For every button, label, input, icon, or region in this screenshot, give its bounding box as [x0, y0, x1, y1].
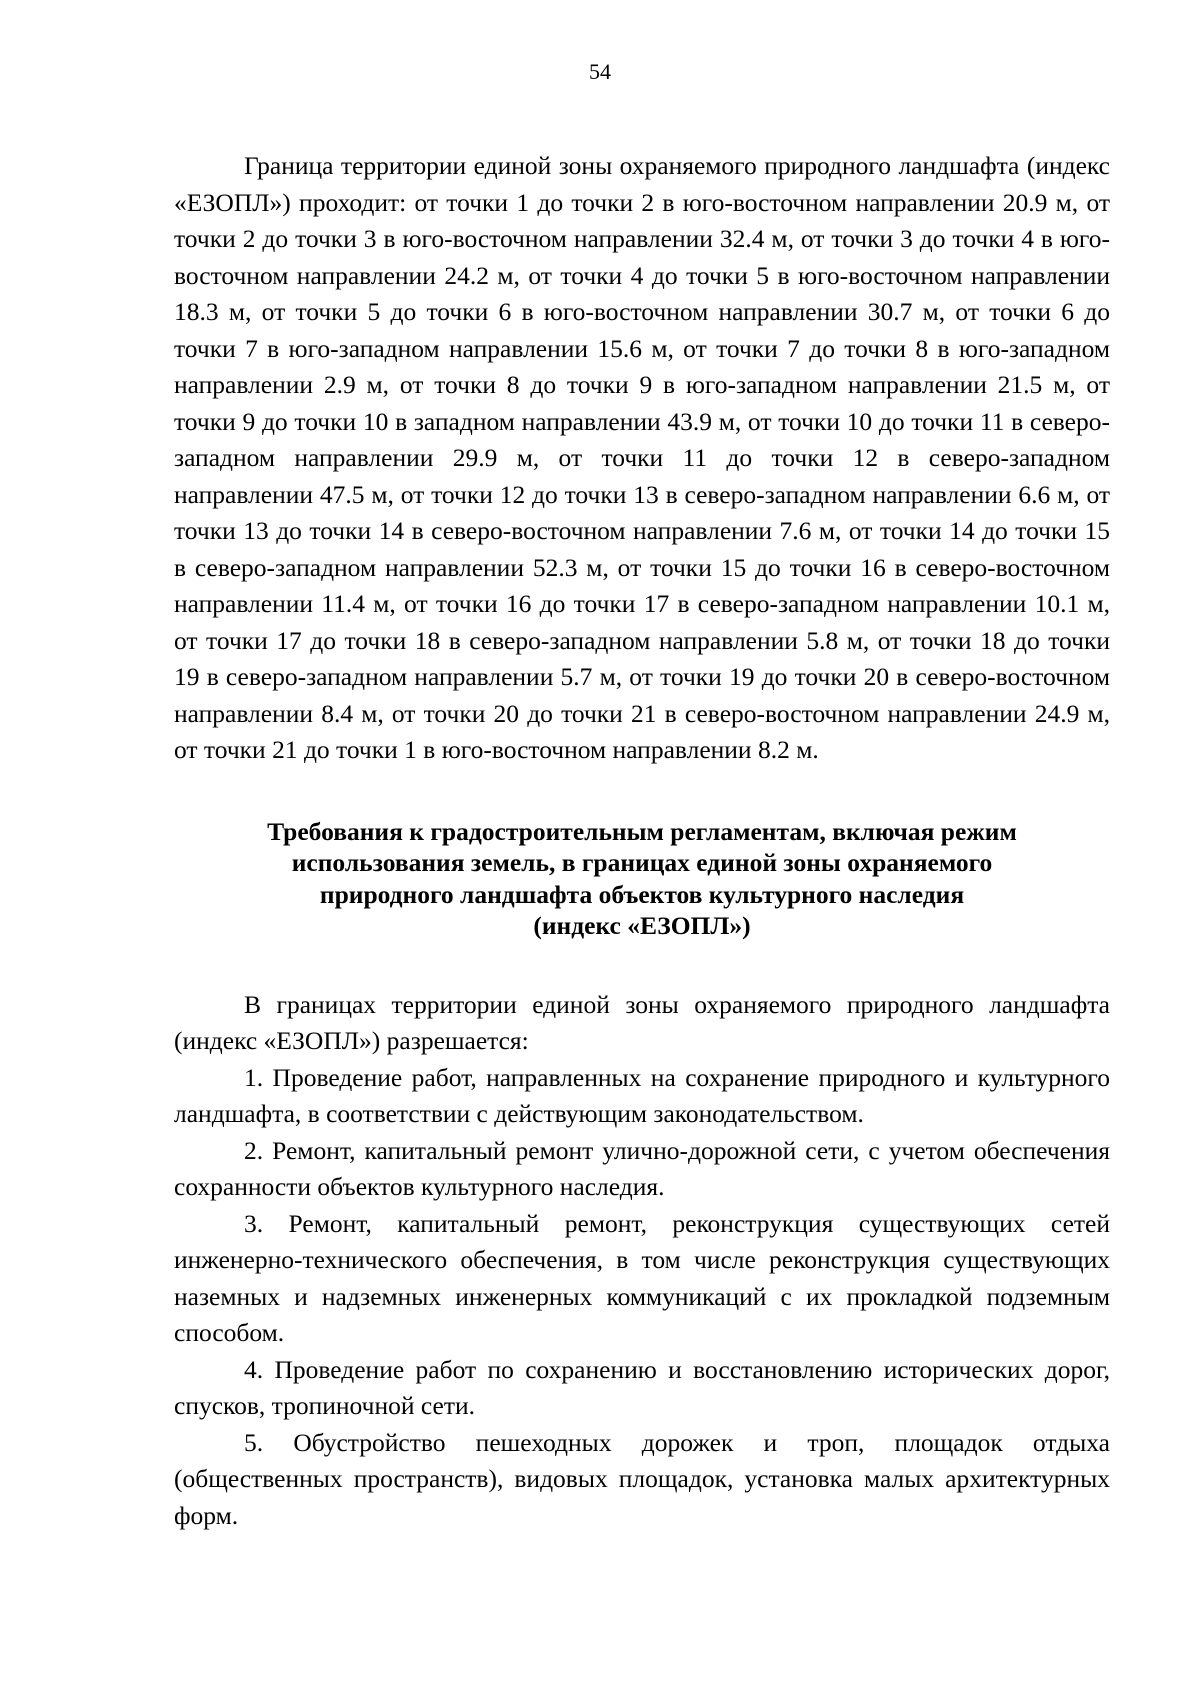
- list-item: 2. Ремонт, капитальный ремонт улично-дорожной сети, с учетом обеспечения сохранности объектов культурного наследия.: [174, 1135, 1110, 1201]
- page-content: [174, 148, 1110, 1534]
- list-item: 3. Ремонт, капитальный ремонт, реконструкция существующих сетей инженерно-технического обеспечения, в том числе реконструкция существующих наземных и надземных инженерных коммуникаций с их прокладкой подземным способом.: [174, 1208, 1110, 1347]
- boundary-paragraph: Граница территории единой зоны охраняемого природного ландшафта (индекс «ЕЗОПЛ») проходит: от точки 1 до точки 2 в юго-восточном направлении 20.9 м, от точки 2 до точки 3 в юго-восточном направлении 32.4 м, от точки 3 до точки 4 в юго-восточном направлении 24.2 м, от точки 4 до точки 5 в юго-восточном направлении 18.3 м, от точки 5 до точки 6 в юго-восточном направлении 30.7 м, от точки 6 до точки 7 в юго-западном направлении 15.6 м, от точки 7 до точки 8 в юго-западном направлении 2.9 м, от точки 8 до точки 9 в юго-западном направлении 21.5 м, от точки 9 до точки 10 в западном направлении 43.9 м, от точки 10 до точки 11 в северо-западном направлении 29.9 м, от точки 11 до точки 12 в северо-западном направлении 47.5 м, от точки 12 до точки 13 в северо-западном направлении 6.6 м, от точки 13 до точки 14 в северо-восточном направлении 7.6 м, от точки 14 до точки 15 в северо-западном направлении 52.3 м, от точки 15 до точки 16 в северо-восточном направлении 11.4 м, от точки 16 до точки 17 в северо-западном направлении 10.1 м, от точки 17 до точки 18 в северо-западном направлении 5.8 м, от точки 18 до точки 19 в северо-западном направлении 5.7 м, от точки 19 до точки 20 в северо-восточном направлении 8.4 м, от точки 20 до точки 21 в северо-восточном направлении 24.9 м, от точки 21 до точки 1 в юго-восточном направлении 8.2 м.: [174, 151, 1110, 764]
- list-item: 1. Проведение работ, направленных на сохранение природного и культурного ландшафта, в соответствии с действующим законодательством.: [174, 1062, 1110, 1128]
- list-item: 5. Обустройство пешеходных дорожек и троп, площадок отдыха (общественных пространств), видовых площадок, установка малых архитектурных форм.: [174, 1427, 1110, 1530]
- heading-line: природного ландшафта объектов культурного наследия: [319, 879, 965, 909]
- heading-line: Требования к градостроительным регламентам, включая режим: [267, 816, 1017, 846]
- intro-paragraph: В границах территории единой зоны охраняемого природного ландшафта (индекс «ЕЗОПЛ») разрешается:: [174, 989, 1110, 1055]
- heading-line: (индекс «ЕЗОПЛ»): [533, 911, 751, 940]
- heading-line: использования земель, в границах единой зоны охраняемого: [291, 848, 993, 877]
- section-heading: [174, 816, 1110, 942]
- list-item: 4. Проведение работ по сохранению и восстановлению исторических дорог, спусков, тропиночной сети.: [174, 1354, 1110, 1420]
- page-number: 54: [589, 59, 611, 84]
